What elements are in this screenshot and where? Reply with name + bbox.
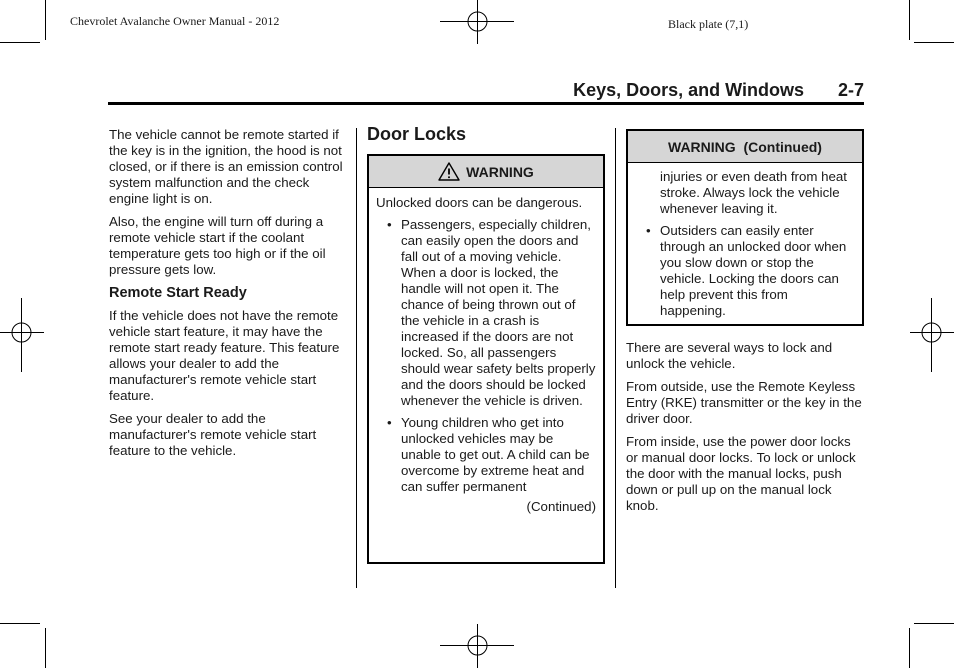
- paragraph: From outside, use the Remote Keyless Entry (RKE) transmitter or the key in the driver door.: [626, 379, 862, 426]
- registration-mark-top: [440, 0, 514, 44]
- list-item: • Outsiders can easily enter through an unlocked door when you slow down or stop the vehicle. Locking the doors can help prevent this from happening.: [635, 223, 855, 319]
- warning-list: [376, 217, 596, 495]
- column-divider: [356, 128, 357, 588]
- list-item: • Young children who get into unlocked vehicles may be unable to get out. A child can be overcome by extreme heat and can suffer permanent: [376, 415, 596, 495]
- column-divider: [615, 128, 616, 588]
- warning-label: WARNING (Continued): [668, 138, 822, 155]
- column-2: [367, 126, 605, 564]
- warning-triangle-icon: [438, 162, 460, 181]
- registration-mark-bottom: [440, 624, 514, 668]
- paragraph: If the vehicle does not have the remote vehicle start feature, it may have the remote start ready feature. This feature allows your dealer to add the manufacturer's remote vehicle start feature.: [109, 308, 340, 403]
- list-item: • Passengers, especially children, can easily open the doors and fall out of a moving vehicle. When a door is locked, the handle will not open it. The chance of being thrown out of the vehicle in a crash is increased if the doors are not locked. So, all passengers should wear safety belts properly and the doors should be locked whenever the vehicle is driven.: [376, 217, 596, 409]
- warning-body: [628, 163, 862, 329]
- warning-carryover: injuries or even death from heat stroke. Always lock the vehicle whenever leaving it.: [660, 169, 848, 216]
- continued-label: (Continued): [526, 499, 596, 514]
- paragraph: There are several ways to lock and unlock the vehicle.: [626, 340, 833, 371]
- warning-label: WARNING: [466, 163, 534, 180]
- plate-label: Black plate (7,1): [668, 17, 749, 31]
- warning-header: [628, 131, 862, 163]
- section-header: [108, 80, 864, 101]
- warning-body: [369, 188, 603, 519]
- warning-intro: Unlocked doors can be dangerous.: [376, 195, 583, 210]
- warning-box: [367, 154, 605, 564]
- registration-mark-left: [0, 298, 44, 372]
- warning-list: [635, 223, 855, 319]
- paragraph: The vehicle cannot be remote started if the key is in the ignition, the hood is not closed, or if there is an emission control system malfunction and the check engine light is on.: [109, 127, 343, 206]
- paragraph: From inside, use the power door locks or manual door locks. To lock or unlock the door with the manual locks, push down or pull up on the manual lock knob.: [626, 434, 856, 513]
- paragraph: Also, the engine will turn off during a remote vehicle start if the coolant temperature gets too high or if the oil pressure gets low.: [109, 214, 326, 277]
- registration-mark-right: [910, 298, 954, 372]
- column-3: [626, 129, 864, 521]
- column-1: [109, 127, 349, 466]
- paragraph: See your dealer to add the manufacturer's remote vehicle start feature to the vehicle.: [109, 411, 317, 458]
- section-title-door-locks: Door Locks: [367, 124, 467, 144]
- manual-title: Chevrolet Avalanche Owner Manual - 2012: [70, 14, 280, 28]
- page-number: 2-7: [837, 80, 864, 100]
- header-rule: [108, 102, 864, 105]
- section-title: Keys, Doors, and Windows: [573, 80, 804, 100]
- warning-header: [369, 156, 603, 188]
- subheading: Remote Start Ready: [109, 285, 247, 301]
- warning-box-continued: [626, 129, 864, 326]
